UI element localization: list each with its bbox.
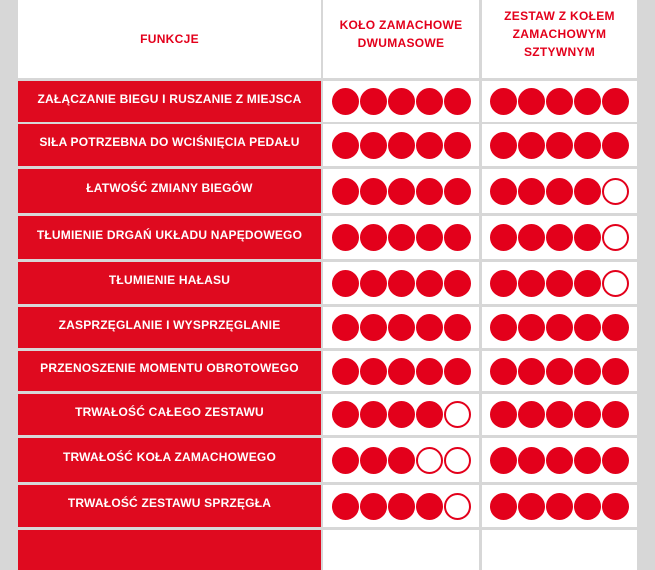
dual-mass-rating-cell bbox=[323, 394, 479, 435]
rigid-rating-cell bbox=[482, 485, 637, 527]
rigid-rating-cell bbox=[482, 169, 637, 213]
feature-cell bbox=[18, 307, 321, 348]
filled-circle-icon bbox=[490, 178, 517, 205]
filled-circle-icon bbox=[518, 88, 545, 115]
filled-circle-icon bbox=[416, 401, 443, 428]
filled-circle-icon bbox=[518, 401, 545, 428]
dual-mass-rating-cell bbox=[323, 124, 479, 166]
rigid-rating-cell bbox=[482, 438, 637, 482]
filled-circle-icon bbox=[332, 178, 359, 205]
dual-mass-rating-cell bbox=[323, 485, 479, 527]
rigid-rating-cell bbox=[482, 216, 637, 259]
table-row bbox=[0, 351, 655, 391]
empty-circle-icon bbox=[416, 447, 443, 474]
filled-circle-icon bbox=[388, 447, 415, 474]
filled-circle-icon bbox=[416, 178, 443, 205]
filled-circle-icon bbox=[602, 314, 629, 341]
filled-circle-icon bbox=[518, 358, 545, 385]
rigid-rating-cell bbox=[482, 307, 637, 348]
filled-circle-icon bbox=[574, 132, 601, 159]
rigid-rating-cell bbox=[482, 81, 637, 122]
filled-circle-icon bbox=[360, 493, 387, 520]
filled-circle-icon bbox=[444, 270, 471, 297]
filled-circle-icon bbox=[388, 401, 415, 428]
dual-mass-rating-cell bbox=[323, 81, 479, 122]
feature-label: TRWAŁOŚĆ ZESTAWU SPRZĘGŁA bbox=[67, 496, 272, 510]
filled-circle-icon bbox=[444, 314, 471, 341]
partial-cell bbox=[323, 530, 479, 570]
filled-circle-icon bbox=[574, 447, 601, 474]
filled-circle-icon bbox=[388, 270, 415, 297]
dual-mass-rating-cell bbox=[323, 169, 479, 213]
feature-label: TŁUMIENIE DRGAŃ UKŁADU NAPĘDOWEGO bbox=[36, 227, 303, 242]
empty-circle-icon bbox=[602, 178, 629, 205]
filled-circle-icon bbox=[360, 224, 387, 251]
table-row bbox=[0, 169, 655, 213]
filled-circle-icon bbox=[444, 88, 471, 115]
filled-circle-icon bbox=[416, 493, 443, 520]
partial-cell bbox=[482, 530, 637, 570]
features-header bbox=[18, 0, 321, 78]
filled-circle-icon bbox=[416, 88, 443, 115]
table-row bbox=[0, 81, 655, 122]
dual-mass-rating-cell bbox=[323, 307, 479, 348]
filled-circle-icon bbox=[546, 178, 573, 205]
filled-circle-icon bbox=[388, 358, 415, 385]
empty-circle-icon bbox=[444, 447, 471, 474]
filled-circle-icon bbox=[360, 447, 387, 474]
filled-circle-icon bbox=[444, 178, 471, 205]
filled-circle-icon bbox=[602, 358, 629, 385]
feature-label: TRWAŁOŚĆ CAŁEGO ZESTAWU bbox=[75, 404, 264, 419]
filled-circle-icon bbox=[416, 358, 443, 385]
empty-circle-icon bbox=[444, 493, 471, 520]
table-row bbox=[0, 216, 655, 259]
dual-mass-rating-cell bbox=[323, 351, 479, 391]
feature-cell bbox=[18, 351, 321, 391]
rigid-header-label: ZESTAW Z KOŁEM ZAMACHOWYM SZTYWNYM bbox=[504, 9, 615, 59]
filled-circle-icon bbox=[360, 88, 387, 115]
filled-circle-icon bbox=[444, 358, 471, 385]
filled-circle-icon bbox=[546, 314, 573, 341]
filled-circle-icon bbox=[388, 178, 415, 205]
filled-circle-icon bbox=[388, 88, 415, 115]
filled-circle-icon bbox=[546, 401, 573, 428]
partial-cell bbox=[18, 530, 321, 570]
filled-circle-icon bbox=[602, 447, 629, 474]
feature-cell bbox=[18, 438, 321, 482]
filled-circle-icon bbox=[416, 132, 443, 159]
rigid-header bbox=[482, 0, 637, 78]
filled-circle-icon bbox=[518, 447, 545, 474]
filled-circle-icon bbox=[332, 88, 359, 115]
filled-circle-icon bbox=[360, 178, 387, 205]
dual-mass-rating-cell bbox=[323, 262, 479, 304]
feature-label: ZASPRZĘGLANIE I WYSPRZĘGLANIE bbox=[58, 317, 281, 332]
table-row bbox=[0, 394, 655, 435]
dual-mass-header bbox=[323, 0, 479, 78]
feature-label: TŁUMIENIE HAŁASU bbox=[108, 273, 231, 287]
filled-circle-icon bbox=[602, 401, 629, 428]
filled-circle-icon bbox=[518, 314, 545, 341]
features-header-label: FUNKCJE bbox=[140, 32, 199, 46]
filled-circle-icon bbox=[416, 224, 443, 251]
filled-circle-icon bbox=[518, 132, 545, 159]
empty-circle-icon bbox=[602, 270, 629, 297]
feature-cell bbox=[18, 262, 321, 304]
filled-circle-icon bbox=[490, 493, 517, 520]
filled-circle-icon bbox=[602, 88, 629, 115]
table-row bbox=[0, 262, 655, 304]
feature-label: ZAŁĄCZANIE BIEGU I RUSZANIE Z MIEJSCA bbox=[37, 91, 302, 106]
feature-label: ŁATWOŚĆ ZMIANY BIEGÓW bbox=[86, 181, 253, 195]
rigid-rating-cell bbox=[482, 351, 637, 391]
filled-circle-icon bbox=[444, 224, 471, 251]
filled-circle-icon bbox=[518, 493, 545, 520]
feature-cell bbox=[18, 216, 321, 259]
feature-label: SIŁA POTRZEBNA DO WCIŚNIĘCIA PEDAŁU bbox=[39, 135, 300, 149]
filled-circle-icon bbox=[360, 270, 387, 297]
filled-circle-icon bbox=[490, 270, 517, 297]
filled-circle-icon bbox=[388, 132, 415, 159]
feature-cell bbox=[18, 124, 321, 166]
filled-circle-icon bbox=[490, 314, 517, 341]
table-row bbox=[0, 438, 655, 482]
feature-cell bbox=[18, 485, 321, 527]
filled-circle-icon bbox=[490, 358, 517, 385]
dual-mass-rating-cell bbox=[323, 438, 479, 482]
filled-circle-icon bbox=[574, 270, 601, 297]
feature-cell bbox=[18, 394, 321, 435]
header-row bbox=[0, 0, 655, 78]
filled-circle-icon bbox=[546, 493, 573, 520]
filled-circle-icon bbox=[360, 132, 387, 159]
filled-circle-icon bbox=[416, 314, 443, 341]
filled-circle-icon bbox=[388, 493, 415, 520]
filled-circle-icon bbox=[546, 132, 573, 159]
filled-circle-icon bbox=[546, 224, 573, 251]
filled-circle-icon bbox=[490, 447, 517, 474]
filled-circle-icon bbox=[444, 132, 471, 159]
filled-circle-icon bbox=[574, 314, 601, 341]
filled-circle-icon bbox=[518, 178, 545, 205]
dual-mass-rating-cell bbox=[323, 216, 479, 259]
rigid-rating-cell bbox=[482, 262, 637, 304]
filled-circle-icon bbox=[574, 358, 601, 385]
filled-circle-icon bbox=[332, 270, 359, 297]
filled-circle-icon bbox=[574, 224, 601, 251]
filled-circle-icon bbox=[332, 224, 359, 251]
filled-circle-icon bbox=[416, 270, 443, 297]
filled-circle-icon bbox=[332, 493, 359, 520]
filled-circle-icon bbox=[546, 270, 573, 297]
table-row-partial bbox=[0, 530, 655, 570]
filled-circle-icon bbox=[388, 224, 415, 251]
table-row bbox=[0, 124, 655, 166]
filled-circle-icon bbox=[518, 270, 545, 297]
filled-circle-icon bbox=[332, 358, 359, 385]
filled-circle-icon bbox=[546, 358, 573, 385]
empty-circle-icon bbox=[444, 401, 471, 428]
filled-circle-icon bbox=[602, 132, 629, 159]
filled-circle-icon bbox=[360, 401, 387, 428]
feature-cell bbox=[18, 169, 321, 213]
dual-mass-header-label: KOŁO ZAMACHOWE DWUMASOWE bbox=[339, 18, 463, 50]
filled-circle-icon bbox=[574, 493, 601, 520]
filled-circle-icon bbox=[332, 401, 359, 428]
rigid-rating-cell bbox=[482, 124, 637, 166]
filled-circle-icon bbox=[546, 88, 573, 115]
filled-circle-icon bbox=[332, 314, 359, 341]
filled-circle-icon bbox=[490, 401, 517, 428]
filled-circle-icon bbox=[490, 224, 517, 251]
filled-circle-icon bbox=[490, 88, 517, 115]
filled-circle-icon bbox=[602, 493, 629, 520]
empty-circle-icon bbox=[602, 224, 629, 251]
filled-circle-icon bbox=[490, 132, 517, 159]
filled-circle-icon bbox=[388, 314, 415, 341]
filled-circle-icon bbox=[360, 358, 387, 385]
rigid-rating-cell bbox=[482, 394, 637, 435]
filled-circle-icon bbox=[332, 447, 359, 474]
feature-cell bbox=[18, 81, 321, 122]
filled-circle-icon bbox=[574, 88, 601, 115]
filled-circle-icon bbox=[360, 314, 387, 341]
filled-circle-icon bbox=[574, 178, 601, 205]
filled-circle-icon bbox=[518, 224, 545, 251]
filled-circle-icon bbox=[546, 447, 573, 474]
table-row bbox=[0, 485, 655, 527]
table-row bbox=[0, 307, 655, 348]
feature-label: PRZENOSZENIE MOMENTU OBROTOWEGO bbox=[40, 361, 299, 375]
feature-label: TRWAŁOŚĆ KOŁA ZAMACHOWEGO bbox=[63, 450, 276, 464]
filled-circle-icon bbox=[574, 401, 601, 428]
filled-circle-icon bbox=[332, 132, 359, 159]
